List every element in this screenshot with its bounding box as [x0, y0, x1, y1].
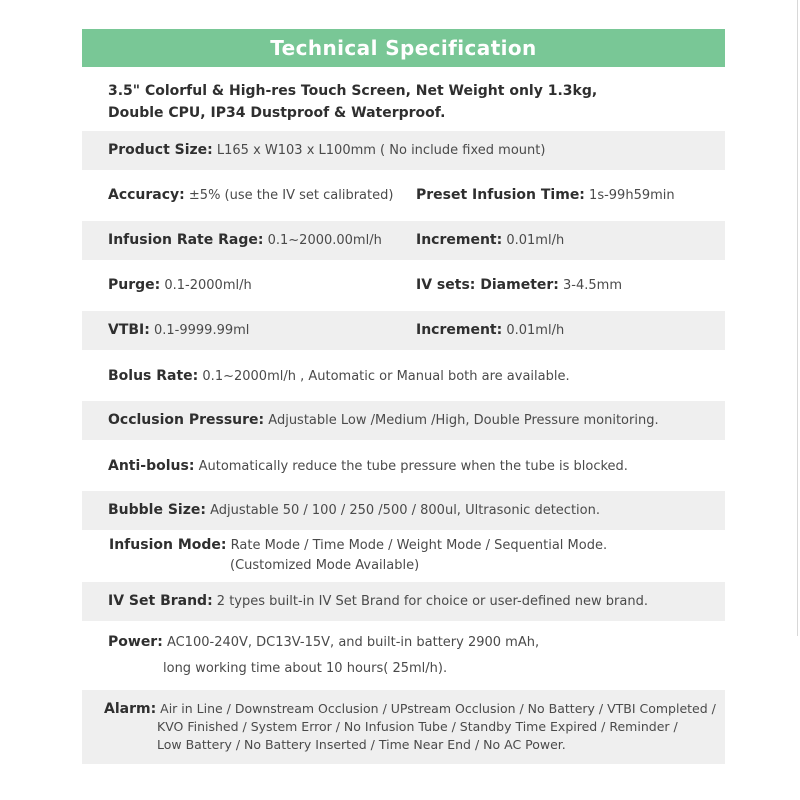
spec-value: 3-4.5mm [558, 278, 622, 293]
spec-value: Automatically reduce the tube pressure when the tube is blocked. [194, 459, 628, 474]
spec-value: L165 x W103 x L100mm ( No include fixed mount) [212, 143, 546, 158]
spec-value: Rate Mode / Time Mode / Weight Mode / Sequential Mode. [226, 538, 608, 553]
page-edge-line [797, 0, 798, 636]
page-title: Technical Specification [270, 36, 537, 60]
spec-value: Adjustable 50 / 100 / 250 /500 / 800ul, Ultrasonic detection. [205, 503, 600, 518]
spec-value: Adjustable Low /Medium /High, Double Pressure monitoring. [264, 413, 659, 428]
spec-value: ±5% (use the IV set calibrated) [184, 188, 394, 203]
spec-product-size [108, 142, 545, 158]
spec-preset-infusion-time [416, 187, 675, 203]
spec-value: 0.01ml/h [502, 233, 565, 248]
spec-bolus-rate [108, 368, 570, 384]
spec-label: Occlusion Pressure: [108, 412, 265, 428]
spec-vtbi [108, 322, 249, 338]
spec-value: 0.1-2000ml/h [160, 278, 252, 293]
spec-label: Infusion Rate Rage: [108, 232, 264, 248]
spec-value: 0.1~2000ml/h , Automatic or Manual both are available. [198, 369, 570, 384]
spec-iv-set-brand [108, 593, 648, 609]
spec-value: 0.01ml/h [502, 323, 565, 338]
spec-label: Bubble Size: [108, 502, 206, 518]
spec-label: Preset Infusion Time: [416, 187, 585, 203]
spec-label: Bolus Rate: [108, 368, 199, 384]
intro-line-1: 3.5" Colorful & High-res Touch Screen, Net Weight only 1.3kg, [108, 83, 598, 99]
spec-value: 1s-99h59min [584, 188, 675, 203]
spec-label: Alarm: [104, 701, 157, 717]
spec-label: Accuracy: [108, 187, 185, 203]
spec-label: Increment: [416, 232, 503, 248]
spec-header [82, 29, 725, 67]
intro-line-2: Double CPU, IP34 Dustproof & Waterproof. [108, 105, 446, 121]
spec-alarm-line-2: KVO Finished / System Error / No Infusion Tube / Standby Time Expired / Reminder / [157, 719, 678, 734]
spec-label: Power: [108, 634, 163, 650]
spec-label: Anti-bolus: [108, 458, 195, 474]
spec-label: IV Set Brand: [108, 593, 213, 609]
spec-label: Product Size: [108, 142, 213, 158]
spec-infusion-rate-range [108, 232, 382, 248]
spec-anti-bolus [108, 458, 628, 474]
spec-increment-vtbi [416, 322, 564, 338]
spec-label: IV sets: Diameter: [416, 277, 559, 293]
spec-increment-rate [416, 232, 564, 248]
spec-infusion-mode [109, 537, 607, 553]
spec-alarm-line-3: Low Battery / No Battery Inserted / Time Near End / No AC Power. [157, 737, 566, 752]
spec-label: Increment: [416, 322, 503, 338]
spec-label: Infusion Mode: [109, 537, 227, 553]
spec-label: VTBI: [108, 322, 150, 338]
spec-infusion-mode-line-2: (Customized Mode Available) [230, 558, 420, 573]
spec-purge [108, 277, 252, 293]
spec-iv-sets-diameter [416, 277, 622, 293]
spec-power-line-2: long working time about 10 hours( 25ml/h). [163, 661, 448, 676]
spec-value: 2 types built-in IV Set Brand for choice or user-defined new brand. [212, 594, 648, 609]
spec-label: Purge: [108, 277, 161, 293]
spec-alarm [104, 701, 716, 717]
spec-accuracy [108, 187, 393, 203]
spec-occlusion-pressure [108, 412, 659, 428]
spec-value: 0.1~2000.00ml/h [263, 233, 382, 248]
spec-power [108, 634, 539, 650]
spec-value: 0.1-9999.99ml [149, 323, 250, 338]
spec-bubble-size [108, 502, 600, 518]
spec-value: AC100-240V, DC13V-15V, and built-in battery 2900 mAh, [162, 635, 540, 650]
spec-value: Air in Line / Downstream Occlusion / UPstream Occlusion / No Battery / VTBI Completed / [156, 701, 716, 716]
